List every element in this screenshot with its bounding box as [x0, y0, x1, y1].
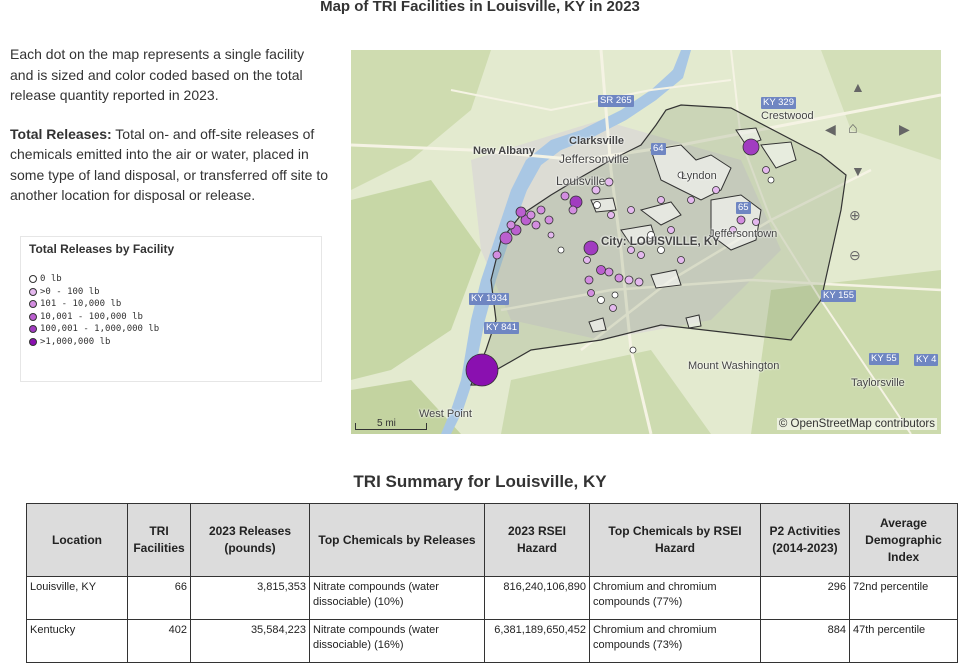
legend-item-label: 10,001 - 100,000 lb — [40, 311, 143, 322]
legend-item-0 — [29, 273, 159, 286]
header-top-chemicals-releases: Top Chemicals by Releases — [310, 504, 485, 577]
cell-top-chemicals-rsei: Chromium and chromium compounds (73%) — [590, 620, 761, 663]
map-label-louisville: Louisville — [556, 174, 606, 188]
cell-top-chemicals-releases: Nitrate compounds (water dissociable) (16%) — [310, 620, 485, 663]
legend — [20, 236, 322, 382]
map-credit[interactable]: © OpenStreetMap contributors — [778, 418, 935, 430]
shield-i65: 65 — [738, 202, 749, 213]
cell-top-chemicals-rsei: Chromium and chromium compounds (77%) — [590, 577, 761, 620]
header-p2-activities: P2 Activities (2014-2023) — [761, 504, 850, 577]
summary-table — [26, 503, 958, 663]
shield-ky329: KY 329 — [763, 97, 794, 108]
legend-dot-icon — [29, 288, 37, 296]
total-releases-text: Total on- and off-site releases of chemicals emitted into the air or water, placed in some type of land disposal, or transferred off site to another location for disposal or release. — [10, 125, 329, 203]
shield-ky841: KY 841 — [486, 322, 517, 333]
cell-location: Kentucky — [27, 620, 128, 663]
header-location: Location — [27, 504, 128, 577]
page-title: Map of TRI Facilities in Louisville, KY in 2023 — [320, 0, 640, 15]
header-tri-facilities: TRI Facilities — [128, 504, 191, 577]
pan-left-icon[interactable]: ◀ — [825, 121, 836, 137]
shield-i64: 64 — [653, 143, 664, 154]
map-label-mount-washington: Mount Washington — [688, 360, 780, 372]
legend-item-label: >1,000,000 lb — [40, 336, 111, 347]
summary-title: TRI Summary for Louisville, KY — [353, 472, 607, 491]
home-icon[interactable]: ⌂ — [848, 120, 858, 137]
legend-dot-icon — [29, 325, 37, 333]
legend-dot-icon — [29, 300, 37, 308]
legend-item-label: >0 - 100 lb — [40, 286, 100, 297]
map-label-new-albany: New Albany — [473, 145, 535, 157]
total-releases-label: Total Releases: — [10, 125, 112, 142]
legend-item-3 — [29, 311, 159, 324]
legend-item-4 — [29, 323, 159, 336]
cell-top-chemicals-releases: Nitrate compounds (water dissociable) (10%) — [310, 577, 485, 620]
map-label-clarksville: Clarksville — [569, 135, 625, 147]
map-label-lyndon: Lyndon — [681, 170, 717, 182]
header-top-chemicals-rsei: Top Chemicals by RSEI Hazard — [590, 504, 761, 577]
cell-tri-facilities: 66 — [128, 577, 191, 620]
cell-releases: 3,815,353 — [191, 577, 310, 620]
legend-dot-icon — [29, 338, 37, 346]
map-scale — [355, 418, 427, 430]
legend-item-2 — [29, 298, 159, 311]
legend-item-label: 100,001 - 1,000,000 lb — [40, 324, 160, 335]
scale-label: 5 mi — [377, 418, 396, 429]
legend-item-label: 101 - 10,000 lb — [40, 299, 122, 310]
table-row — [27, 620, 958, 663]
table-header-row — [27, 504, 958, 577]
header-rsei-hazard: 2023 RSEI Hazard — [485, 504, 590, 577]
cell-demographic-index: 72nd percentile — [850, 577, 958, 620]
cell-demographic-index: 47th percentile — [850, 620, 958, 663]
cell-tri-facilities: 402 — [128, 620, 191, 663]
cell-p2-activities: 884 — [761, 620, 850, 663]
pan-right-icon[interactable]: ▶ — [899, 121, 910, 137]
shield-sr265: SR 265 — [600, 95, 632, 106]
map-label-jeffersontown: Jeffersontown — [709, 228, 778, 240]
legend-item-5 — [29, 336, 159, 349]
cell-rsei-hazard: 816,240,106,890 — [485, 577, 590, 620]
legend-item-label: 0 lb — [40, 274, 62, 285]
legend-dot-icon — [29, 275, 37, 283]
legend-title: Total Releases by Facility — [29, 242, 175, 256]
shield-ky4: KY 4 — [916, 354, 937, 365]
shield-ky55: KY 55 — [871, 353, 897, 364]
pan-down-icon[interactable]: ▼ — [851, 163, 865, 179]
cell-location: Louisville, KY — [27, 577, 128, 620]
map-label-jeffersonville: Jeffersonville — [559, 152, 629, 166]
description-paragraph-1: Each dot on the map represents a single facility and is sized and color coded based on the total release quantity reported in 2023. — [10, 46, 305, 103]
map-label-west-point: West Point — [419, 408, 472, 420]
header-releases: 2023 Releases (pounds) — [191, 504, 310, 577]
map[interactable] — [351, 50, 941, 434]
map-label-taylorsville: Taylorsville — [851, 377, 905, 389]
cell-releases: 35,584,223 — [191, 620, 310, 663]
description-paragraph-2 — [10, 124, 330, 206]
legend-dot-icon — [29, 313, 37, 321]
cell-rsei-hazard: 6,381,189,650,452 — [485, 620, 590, 663]
shield-ky155: KY 155 — [823, 290, 854, 301]
legend-item-1 — [29, 286, 159, 299]
map-label-crestwood: Crestwood — [761, 110, 814, 122]
legend-items — [29, 273, 159, 348]
shield-ky1934: KY 1934 — [471, 293, 508, 304]
zoom-out-icon[interactable]: ⊖ — [849, 247, 861, 263]
map-label-city: City: LOUISVILLE, KY — [601, 236, 720, 248]
description — [10, 44, 330, 224]
zoom-in-icon[interactable]: ⊕ — [849, 207, 861, 223]
header-demographic-index: Average Demographic Index — [850, 504, 958, 577]
cell-p2-activities: 296 — [761, 577, 850, 620]
pan-up-icon[interactable]: ▲ — [851, 79, 865, 95]
table-row — [27, 577, 958, 620]
